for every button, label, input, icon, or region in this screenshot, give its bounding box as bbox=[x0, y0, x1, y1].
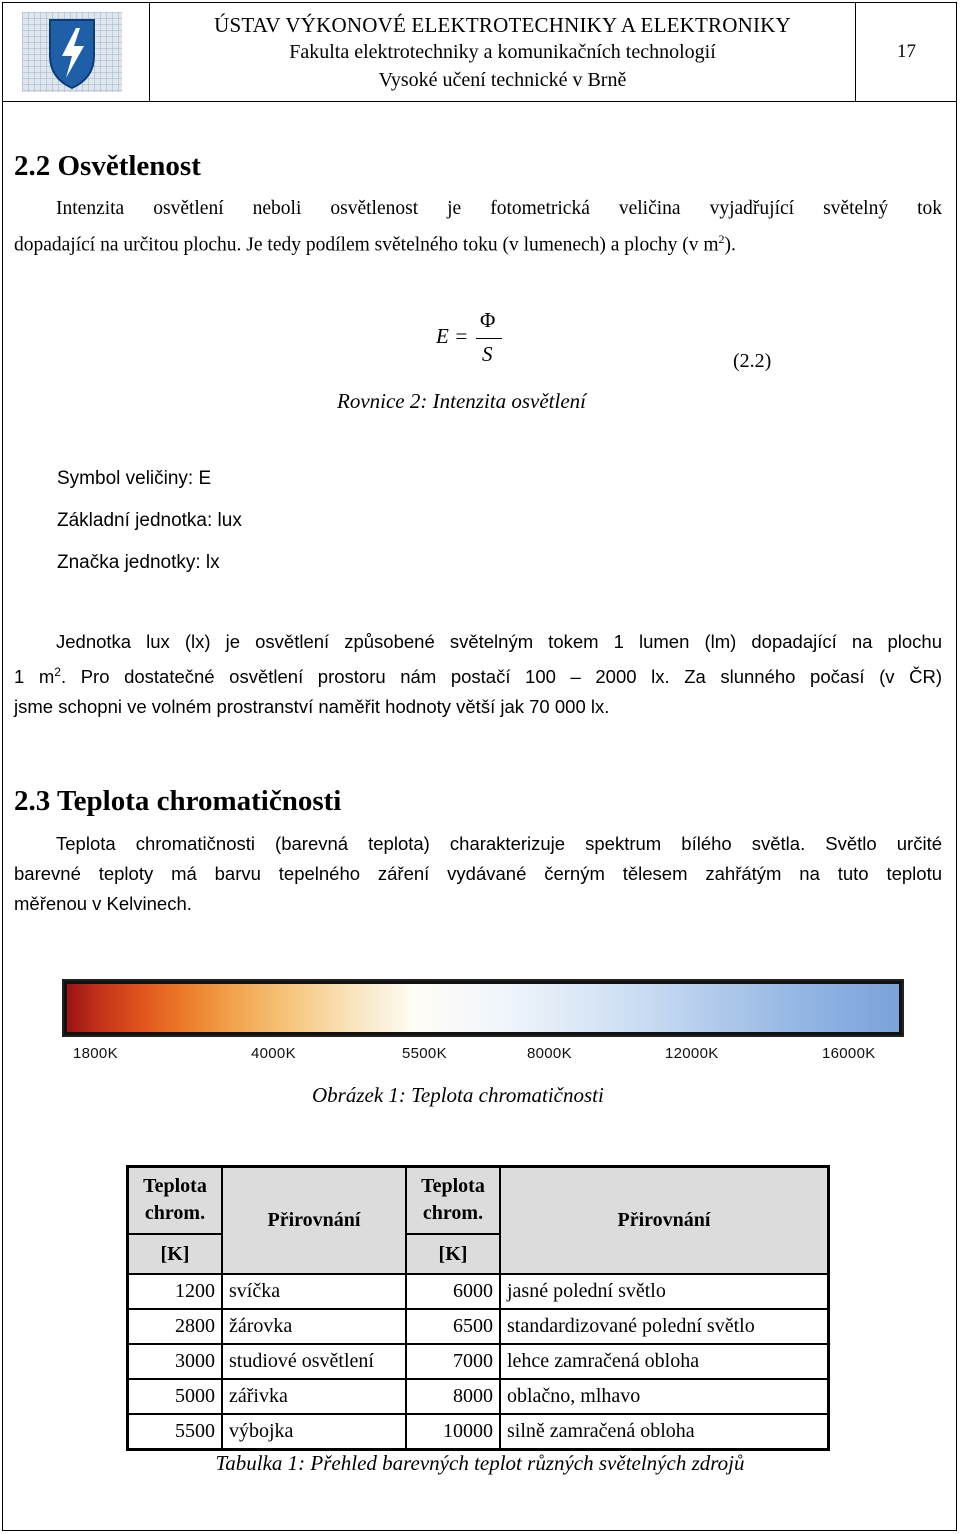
temp-cell: 6000 bbox=[406, 1274, 500, 1309]
color-temperature-spectrum bbox=[62, 979, 904, 1037]
table-row bbox=[128, 1274, 829, 1309]
section-heading-2-2: 2.2 Osvětlenost bbox=[14, 150, 201, 182]
lux-line-1: Jednotka lux (lx) je osvětlení způsobené světelným tokem 1 lumen (lm) dopadající na plochu bbox=[56, 631, 942, 652]
table-row bbox=[128, 1414, 829, 1450]
paragraph-lux bbox=[14, 627, 942, 722]
para-sup: 2 bbox=[718, 232, 725, 246]
lux-line-2a: 1 m bbox=[14, 666, 55, 688]
tick-label: 12000K bbox=[665, 1045, 719, 1062]
header-temp-1 bbox=[128, 1167, 223, 1274]
header-temp-1-line1: Teplota bbox=[143, 1174, 207, 1197]
table-row bbox=[128, 1344, 829, 1379]
equation-denominator: S bbox=[482, 342, 493, 366]
header-comparison-2: Přirovnání bbox=[500, 1167, 829, 1274]
temp-cell: 5000 bbox=[128, 1379, 223, 1414]
table-row bbox=[128, 1379, 829, 1414]
university-name: Vysoké učení technické v Brně bbox=[378, 69, 627, 91]
tick-label: 5500K bbox=[402, 1045, 447, 1062]
quantity-symbol: Symbol veličiny: E bbox=[57, 468, 212, 489]
para-line-2b: ). bbox=[724, 234, 736, 256]
tick-label: 8000K bbox=[527, 1045, 572, 1062]
table-row bbox=[128, 1309, 829, 1344]
fraction-bar bbox=[476, 338, 502, 339]
header-temp-2-line2: chrom. bbox=[422, 1201, 484, 1224]
unit-mark: Značka jednotky: lx bbox=[57, 552, 220, 573]
temp-cell: 10000 bbox=[406, 1414, 500, 1450]
temp-cell: 7000 bbox=[406, 1344, 500, 1379]
equation-caption: Rovnice 2: Intenzita osvětlení bbox=[337, 389, 586, 413]
comparison-cell: zářivka bbox=[222, 1379, 406, 1414]
header-temp-2 bbox=[406, 1167, 500, 1274]
section-heading-2-3: 2.3 Teplota chromatičnosti bbox=[14, 785, 342, 817]
lux-line-2b: . Pro dostatečné osvětlení prostoru nám postačí 100 – 2000 lx. Za slunného počasí (v ČR) bbox=[60, 666, 942, 688]
tick-label: 16000K bbox=[822, 1045, 876, 1062]
header-temp-2-unit: [K] bbox=[407, 1233, 499, 1268]
institute-name: ÚSTAV VÝKONOVÉ ELEKTROTECHNIKY A ELEKTRONIKY bbox=[214, 13, 791, 37]
equation-number: (2.2) bbox=[733, 350, 772, 372]
institute-logo-icon bbox=[22, 12, 122, 92]
header-comparison-1: Přirovnání bbox=[222, 1167, 406, 1274]
page-number: 17 bbox=[897, 41, 916, 62]
figure-caption: Obrázek 1: Teplota chromatičnosti bbox=[312, 1083, 604, 1107]
comparison-cell: studiové osvětlení bbox=[222, 1344, 406, 1379]
header-temp-2-line1: Teplota bbox=[421, 1174, 485, 1197]
temp-cell: 5500 bbox=[128, 1414, 223, 1450]
header-temp-1-line2: chrom. bbox=[144, 1201, 206, 1224]
comparison-cell: žárovka bbox=[222, 1309, 406, 1344]
table-header-row bbox=[128, 1167, 829, 1274]
paragraph-color-temperature bbox=[14, 829, 942, 919]
temp-cell: 2800 bbox=[128, 1309, 223, 1344]
equation-lhs: E = bbox=[436, 324, 469, 348]
equation-numerator: Φ bbox=[480, 308, 496, 332]
table-caption: Tabulka 1: Přehled barevných teplot různých světelných zdrojů bbox=[215, 1451, 745, 1475]
comparison-cell: svíčka bbox=[222, 1274, 406, 1309]
para-line-2a: dopadající na určitou plochu. Je tedy podílem světelného toku (v lumenech) a plochy (v m bbox=[14, 234, 719, 256]
comparison-cell: lehce zamračená obloha bbox=[500, 1344, 829, 1379]
header-temp-1-unit: [K] bbox=[129, 1233, 221, 1268]
color-temperature-table bbox=[126, 1165, 830, 1451]
ct-line-3: měřenou v Kelvinech. bbox=[14, 893, 192, 914]
lux-sup: 2 bbox=[54, 665, 61, 679]
para-line-1: Intenzita osvětlení neboli osvětlenost je fotometrická veličina vyjadřující světelný tok bbox=[56, 198, 942, 219]
spectrum-gradient bbox=[67, 984, 899, 1032]
comparison-cell: oblačno, mlhavo bbox=[500, 1379, 829, 1414]
temp-cell: 6500 bbox=[406, 1309, 500, 1344]
base-unit: Základní jednotka: lux bbox=[57, 510, 242, 531]
paragraph-illuminance bbox=[14, 194, 942, 261]
comparison-cell: standardizované polední světlo bbox=[500, 1309, 829, 1344]
tick-label: 4000K bbox=[251, 1045, 296, 1062]
temp-cell: 1200 bbox=[128, 1274, 223, 1309]
lux-line-3: jsme schopni ve volném prostranství naměřit hodnoty větší jak 70 000 lx. bbox=[14, 696, 610, 718]
comparison-cell: výbojka bbox=[222, 1414, 406, 1450]
ct-line-2: barevné teploty má barvu tepelného záření vydávané černým tělesem zahřátým na tuto teplotu bbox=[14, 863, 942, 884]
faculty-name: Fakulta elektrotechniky a komunikačních technologií bbox=[289, 41, 716, 63]
comparison-cell: silně zamračená obloha bbox=[500, 1414, 829, 1450]
page-header bbox=[2, 2, 957, 102]
comparison-cell: jasné polední světlo bbox=[500, 1274, 829, 1309]
tick-label: 1800K bbox=[73, 1045, 118, 1062]
temp-cell: 3000 bbox=[128, 1344, 223, 1379]
ct-line-1: Teplota chromatičnosti (barevná teplota) charakterizuje spektrum bílého světla. Světlo určité bbox=[56, 833, 942, 854]
logo-cell bbox=[2, 2, 150, 101]
header-title bbox=[150, 2, 856, 101]
temp-cell: 8000 bbox=[406, 1379, 500, 1414]
